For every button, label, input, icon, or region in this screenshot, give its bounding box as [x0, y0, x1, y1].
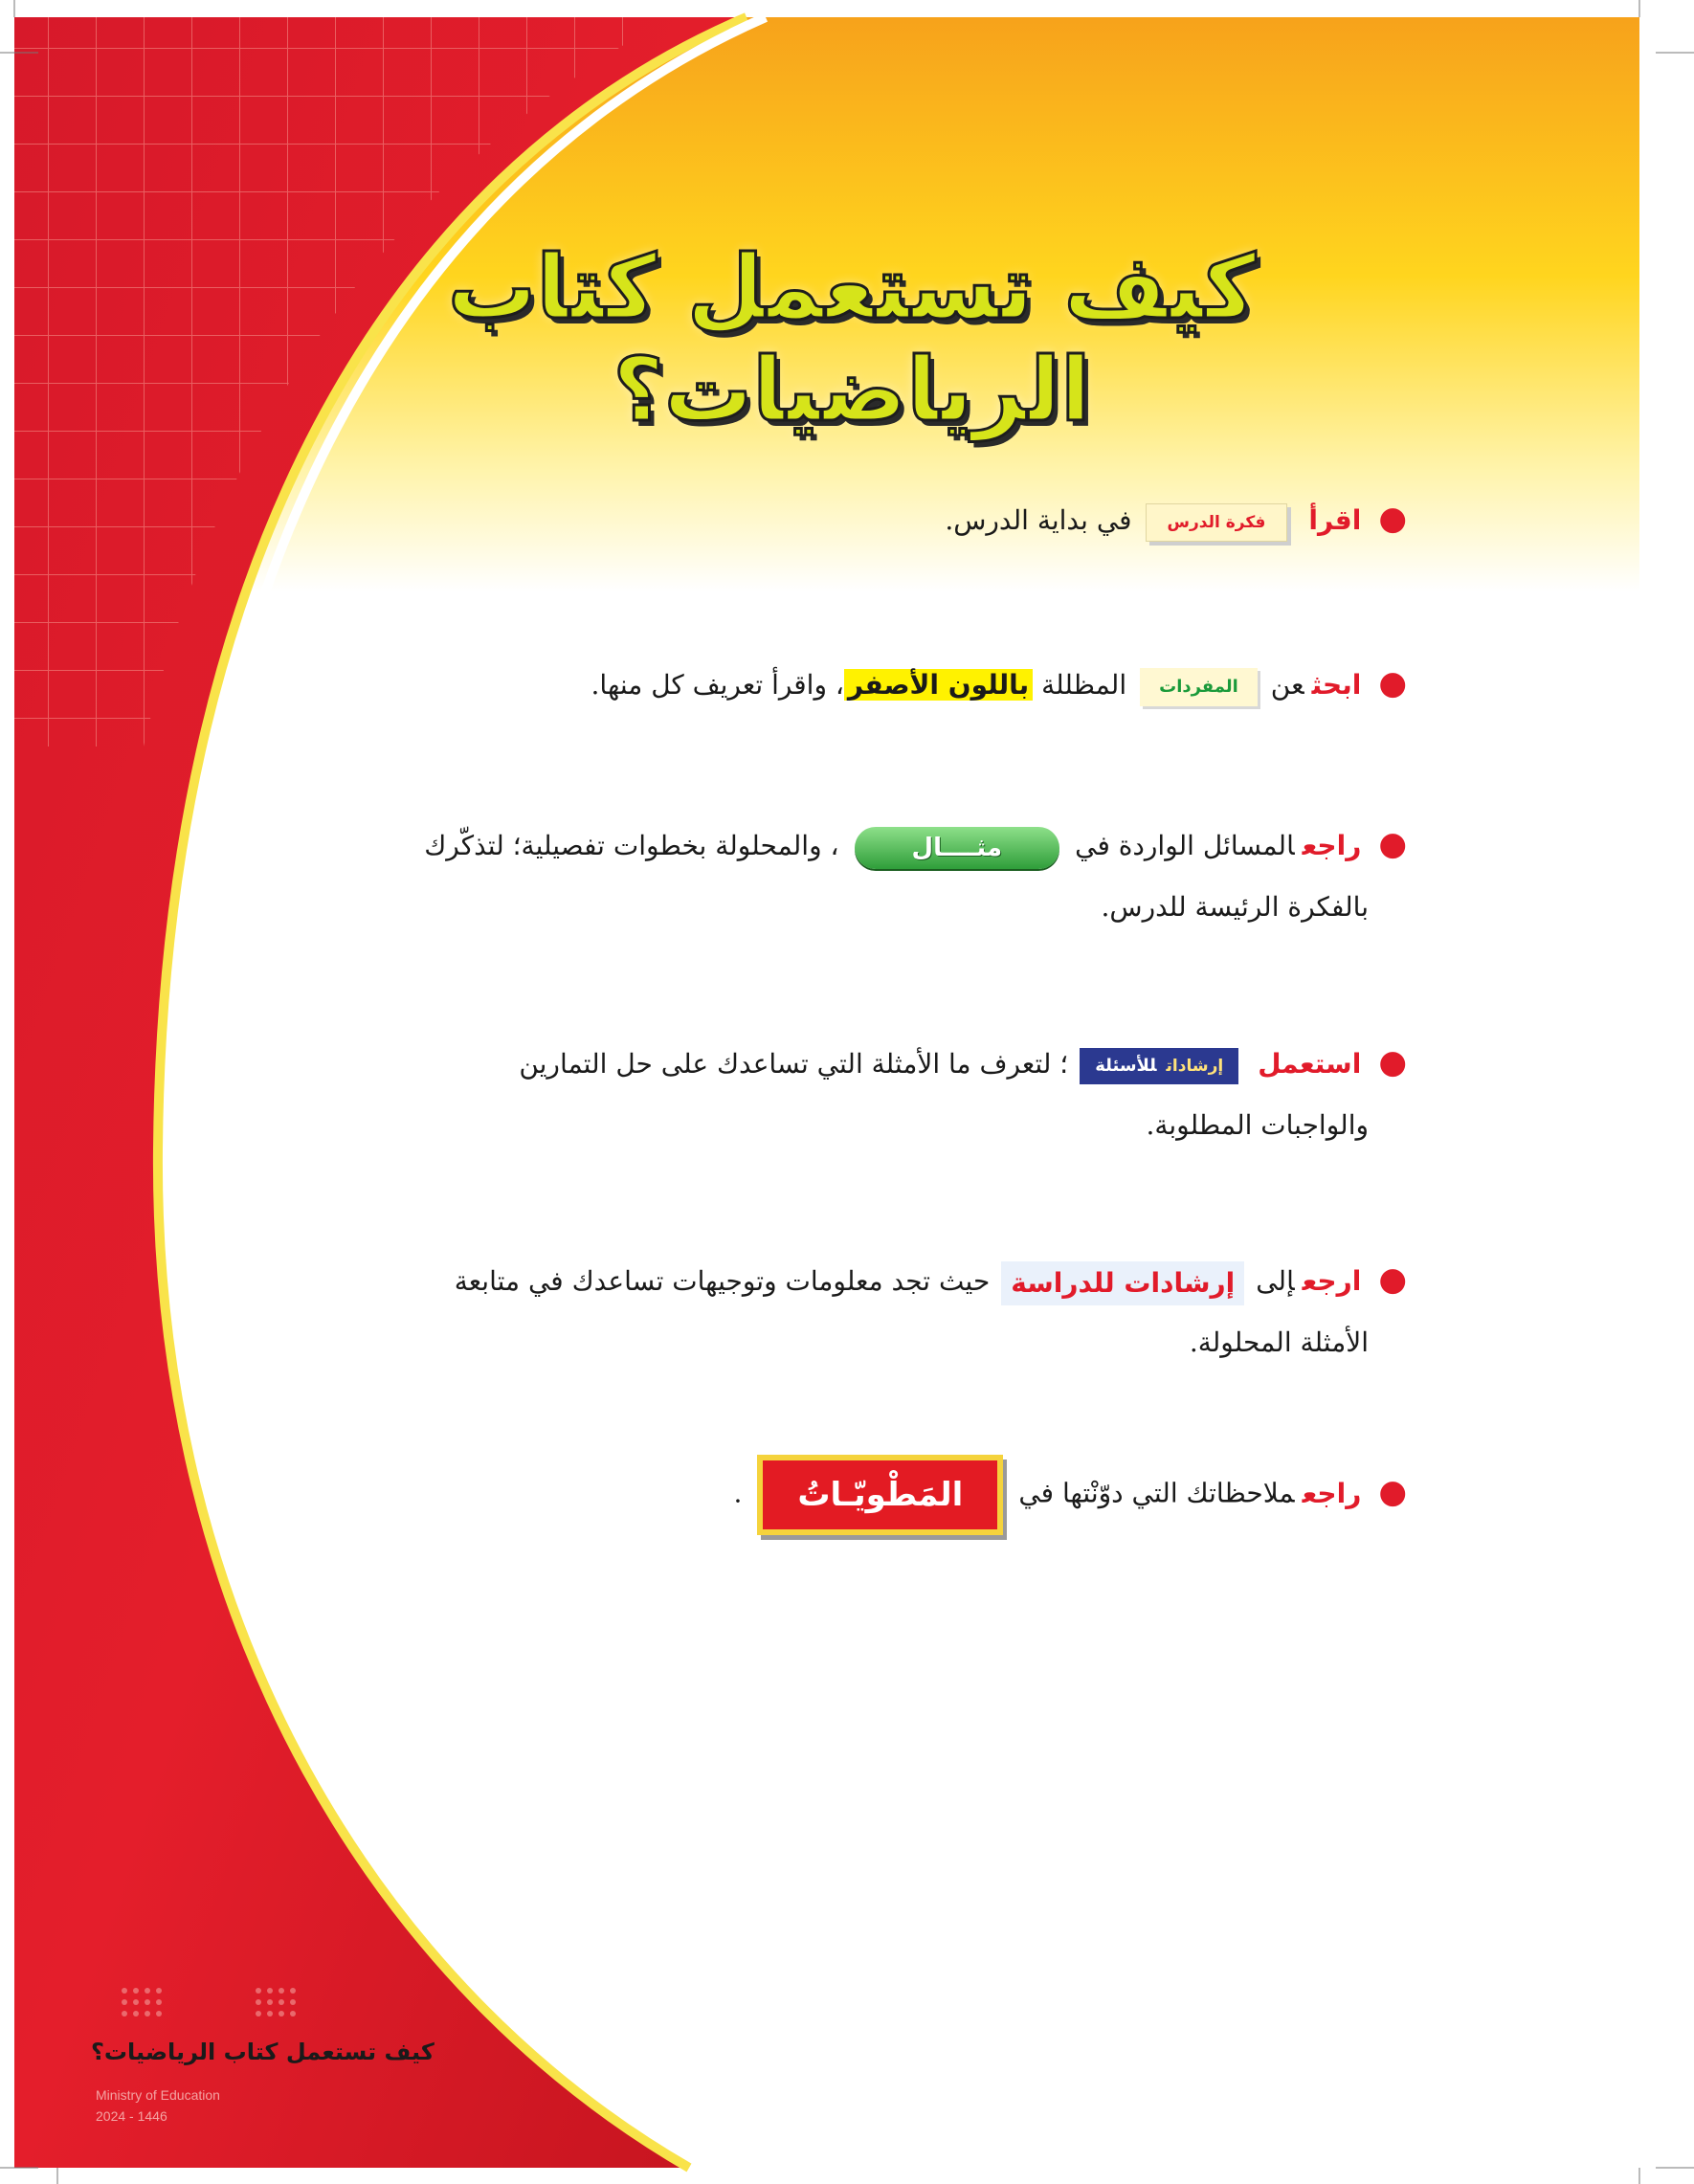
- bullet-icon: ●: [1378, 1472, 1407, 1511]
- footer-title: كيف تستعمل كتاب الرياضيات؟: [91, 2039, 435, 2065]
- item-verb: ارجع: [1302, 1265, 1362, 1297]
- study-hints-tag: إرشادات للدراسة: [1001, 1261, 1244, 1305]
- item-text: حيث تجد معلومات وتوجيهات تساعدك في متابعة: [454, 1265, 991, 1297]
- item-text: عن: [1270, 669, 1304, 701]
- bullet-icon: ●: [1378, 500, 1407, 538]
- item-text: .: [733, 1477, 743, 1509]
- item-verb: ابحث: [1311, 669, 1362, 701]
- list-item: [421, 488, 1407, 551]
- ministry-logo-icon: [115, 1981, 316, 2039]
- list-item: [421, 1249, 1407, 1373]
- item-text: ملاحظاتك التي دوّنْتها في: [1018, 1477, 1295, 1509]
- item-verb: راجع: [1302, 1477, 1362, 1509]
- yellow-highlight: باللون الأصفر: [844, 669, 1033, 701]
- page-title: كيف تستعمل كتاب الرياضيات؟: [447, 235, 1257, 441]
- item-text-line2: والواجبات المطلوبة.: [1146, 1109, 1369, 1141]
- item-verb: اقرأ: [1308, 504, 1362, 536]
- item-text-line2: بالفكرة الرئيسة للدرس.: [1101, 891, 1369, 923]
- item-text: ، والمحلولة بخطوات تفصيلية؛ لتذكّرك: [424, 830, 839, 861]
- questions-label: للأسئلة: [1095, 1055, 1157, 1076]
- item-text: في بداية الدرس.: [945, 504, 1132, 536]
- list-item: [421, 1032, 1407, 1156]
- vocabulary-tag: المفردات: [1140, 668, 1258, 706]
- foldables-tag: المَطْويّـاتُ: [757, 1455, 1003, 1535]
- lesson-idea-tag: فكرة الدرس: [1146, 503, 1288, 542]
- example-tag: مثــــال: [855, 827, 1060, 869]
- list-item: [421, 813, 1407, 938]
- question-hints-tag: [1080, 1048, 1238, 1084]
- ministry-year: 2024 - 1446: [96, 2108, 167, 2124]
- item-text: ؛ لتعرف ما الأمثلة التي تساعدك على حل التمارين: [519, 1048, 1069, 1080]
- item-text: المظللة: [1041, 669, 1127, 701]
- item-text: ، واقرأ تعريف كل منها.: [591, 669, 844, 701]
- ministry-name: Ministry of Education: [96, 2087, 220, 2103]
- list-item: [421, 1455, 1407, 1535]
- bullet-icon: ●: [1378, 1260, 1407, 1299]
- item-verb: راجع: [1302, 830, 1362, 861]
- item-verb: استعمل: [1258, 1048, 1362, 1080]
- item-text: إلى: [1256, 1265, 1295, 1297]
- list-item: [421, 653, 1407, 716]
- item-text: المسائل الواردة في: [1075, 830, 1295, 861]
- ministry-watermark: [96, 2084, 220, 2127]
- hints-label: إرشادات: [1166, 1056, 1224, 1076]
- bullet-icon: ●: [1378, 825, 1407, 863]
- bullet-icon: ●: [1378, 664, 1407, 702]
- bullet-icon: ●: [1378, 1043, 1407, 1081]
- item-text-line2: الأمثلة المحلولة.: [1189, 1326, 1369, 1358]
